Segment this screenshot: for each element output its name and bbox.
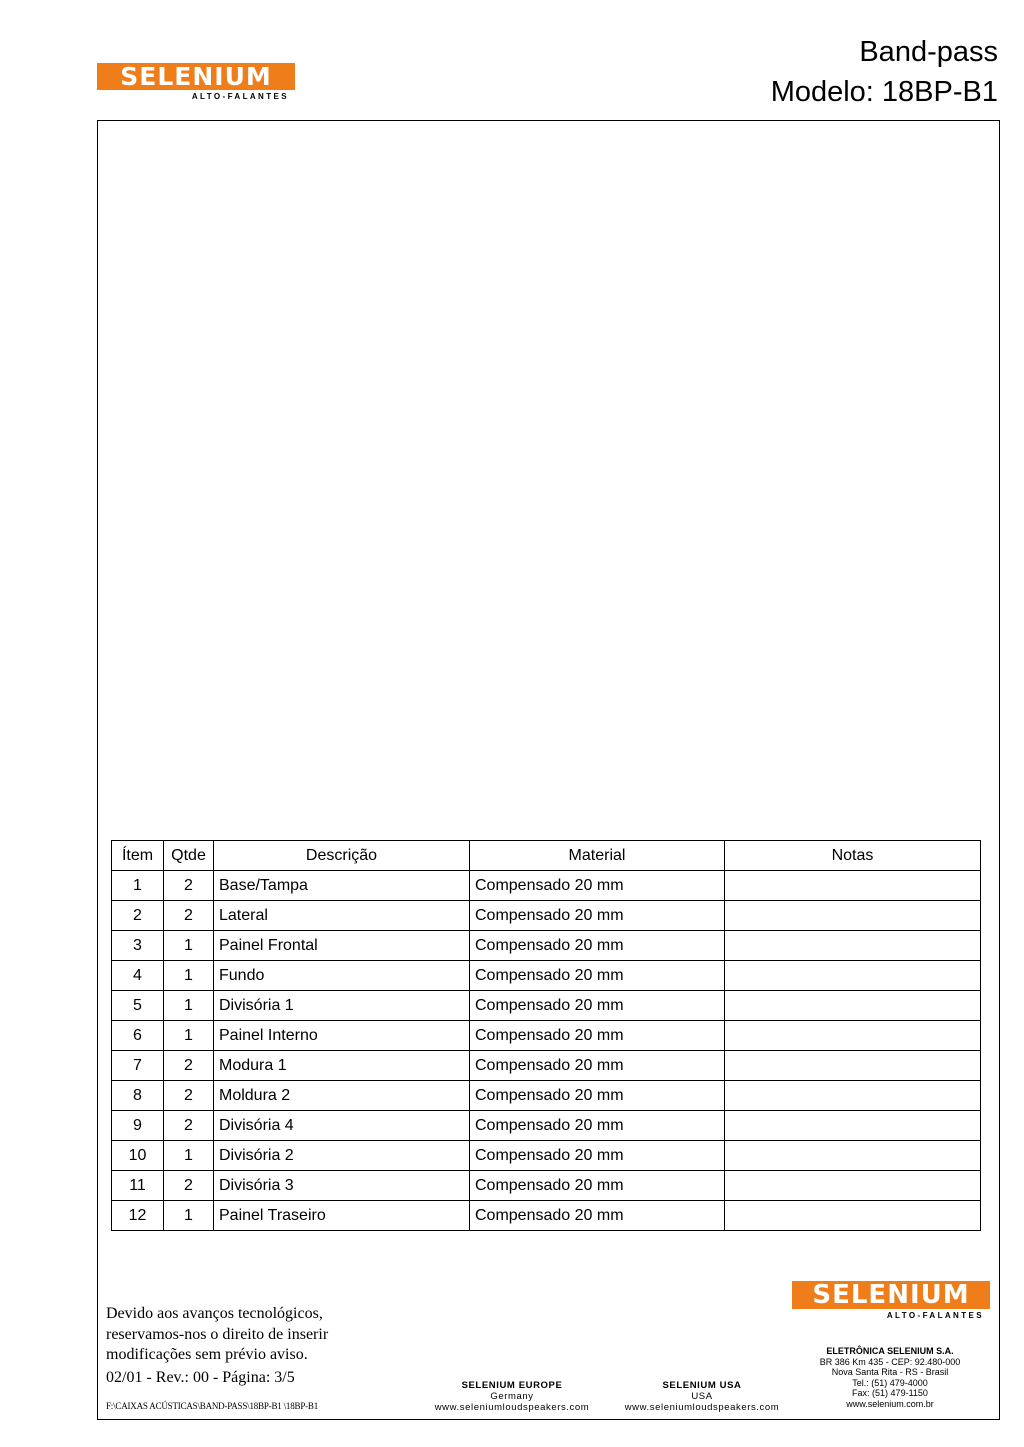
office-usa	[616, 1380, 788, 1413]
cell-material: Compensado 20 mm	[470, 1141, 725, 1171]
cell-item: 8	[112, 1081, 164, 1111]
company-fax: Fax: (51) 479-1150	[852, 1388, 928, 1399]
cell-qty: 1	[164, 931, 214, 961]
office-usa-web[interactable]: www.seleniumloudspeakers.com	[624, 1402, 780, 1413]
brand-logo-bottom	[792, 1281, 990, 1320]
cell-material: Compensado 20 mm	[470, 1081, 725, 1111]
logo-wordmark: SELENIUM	[120, 62, 272, 91]
cell-material: Compensado 20 mm	[470, 1021, 725, 1051]
cell-description: Divisória 1	[214, 991, 470, 1021]
office-europe-name: SELENIUM EUROPE	[461, 1380, 563, 1391]
table-row	[112, 871, 981, 901]
logo-wordmark-box	[97, 63, 295, 90]
table-row	[112, 1111, 981, 1141]
cell-item: 3	[112, 931, 164, 961]
cell-material: Compensado 20 mm	[470, 1171, 725, 1201]
cell-notes	[725, 1111, 981, 1141]
cell-description: Painel Interno	[214, 1021, 470, 1051]
cell-material: Compensado 20 mm	[470, 991, 725, 1021]
cell-material: Compensado 20 mm	[470, 871, 725, 901]
cell-item: 12	[112, 1201, 164, 1231]
logo-tagline: ALTO-FALANTES	[191, 92, 289, 101]
company-street: BR 386 Km 435 - CEP: 92.480-000	[819, 1356, 961, 1367]
cell-material: Compensado 20 mm	[470, 961, 725, 991]
cell-description: Fundo	[214, 961, 470, 991]
cell-qty: 1	[164, 1141, 214, 1171]
file-path: F:\CAIXAS ACÚSTICAS\BAND-PASS\18BP-B1 \18BP-B1	[106, 1401, 319, 1411]
cell-qty: 1	[164, 991, 214, 1021]
disclaimer-text	[106, 1304, 328, 1366]
cell-description: Divisória 4	[214, 1111, 470, 1141]
cell-notes	[725, 1171, 981, 1201]
disclaimer-line: modificações sem prévio aviso.	[106, 1346, 308, 1363]
table-row	[112, 1141, 981, 1171]
cell-description: Painel Traseiro	[214, 1201, 470, 1231]
cell-material: Compensado 20 mm	[470, 901, 725, 931]
disclaimer-line: reservamos-nos o direito de inserir	[106, 1325, 329, 1343]
cell-item: 2	[112, 901, 164, 931]
brand-logo-top	[97, 63, 295, 101]
cell-notes	[725, 991, 981, 1021]
cell-item: 10	[112, 1141, 164, 1171]
cell-description: Divisória 3	[214, 1171, 470, 1201]
table-row	[112, 991, 981, 1021]
office-usa-country: USA	[691, 1391, 713, 1402]
cell-material: Compensado 20 mm	[470, 1201, 725, 1231]
cell-description: Divisória 2	[214, 1141, 470, 1171]
cell-material: Compensado 20 mm	[470, 1111, 725, 1141]
cell-notes	[725, 1141, 981, 1171]
logo-wordmark: SELENIUM	[812, 1280, 970, 1310]
cell-notes	[725, 1051, 981, 1081]
parts-list-table	[111, 840, 981, 1231]
header-qty: Qtde	[164, 841, 214, 871]
office-europe	[426, 1380, 598, 1413]
cell-qty: 2	[164, 871, 214, 901]
cell-item: 7	[112, 1051, 164, 1081]
logo-tagline: ALTO-FALANTES	[886, 1311, 984, 1320]
cell-qty: 2	[164, 1081, 214, 1111]
office-europe-web[interactable]: www.seleniumloudspeakers.com	[434, 1402, 590, 1413]
revision-info: 02/01 - Rev.: 00 - Página: 3/5	[106, 1369, 295, 1386]
cell-qty: 1	[164, 961, 214, 991]
cell-item: 5	[112, 991, 164, 1021]
table-row	[112, 1081, 981, 1111]
cell-item: 4	[112, 961, 164, 991]
cell-notes	[725, 961, 981, 991]
office-usa-name: SELENIUM USA	[662, 1380, 742, 1391]
office-europe-country: Germany	[490, 1391, 534, 1402]
cell-qty: 2	[164, 901, 214, 931]
table-header-row	[112, 841, 981, 871]
table-row	[112, 1021, 981, 1051]
cell-qty: 1	[164, 1021, 214, 1051]
cell-item: 1	[112, 871, 164, 901]
table-row	[112, 1201, 981, 1231]
cell-item: 6	[112, 1021, 164, 1051]
table-row	[112, 931, 981, 961]
company-web[interactable]: www.selenium.com.br	[846, 1398, 934, 1409]
company-name: ELETRÔNICA SELENIUM S.A.	[826, 1346, 954, 1356]
header-material: Material	[470, 841, 725, 871]
cell-qty: 2	[164, 1111, 214, 1141]
company-tel: Tel.: (51) 479-4000	[852, 1377, 928, 1388]
cell-material: Compensado 20 mm	[470, 1051, 725, 1081]
table-row	[112, 1051, 981, 1081]
cell-item: 11	[112, 1171, 164, 1201]
cell-notes	[725, 1201, 981, 1231]
cell-notes	[725, 901, 981, 931]
logo-wordmark-box	[792, 1281, 990, 1309]
table-row	[112, 1171, 981, 1201]
cell-notes	[725, 1021, 981, 1051]
cell-description: Lateral	[214, 901, 470, 931]
cell-notes	[725, 871, 981, 901]
cell-notes	[725, 1081, 981, 1111]
header-description: Descrição	[214, 841, 470, 871]
header-item: Ítem	[112, 841, 164, 871]
header-notes: Notas	[725, 841, 981, 871]
cell-description: Modura 1	[214, 1051, 470, 1081]
cell-material: Compensado 20 mm	[470, 931, 725, 961]
table-row	[112, 901, 981, 931]
disclaimer-line: Devido aos avanços tecnológicos,	[106, 1305, 323, 1322]
cell-item: 9	[112, 1111, 164, 1141]
cell-qty: 2	[164, 1171, 214, 1201]
company-city: Nova Santa Rita - RS - Brasil	[831, 1367, 949, 1378]
cell-qty: 1	[164, 1201, 214, 1231]
cell-qty: 2	[164, 1051, 214, 1081]
company-address	[790, 1346, 990, 1410]
cell-description: Base/Tampa	[214, 871, 470, 901]
table-row	[112, 961, 981, 991]
cell-notes	[725, 931, 981, 961]
cell-description: Moldura 2	[214, 1081, 470, 1111]
document-title: Band-pass	[859, 36, 998, 68]
cell-description: Painel Frontal	[214, 931, 470, 961]
model-label: Modelo: 18BP-B1	[770, 76, 998, 108]
